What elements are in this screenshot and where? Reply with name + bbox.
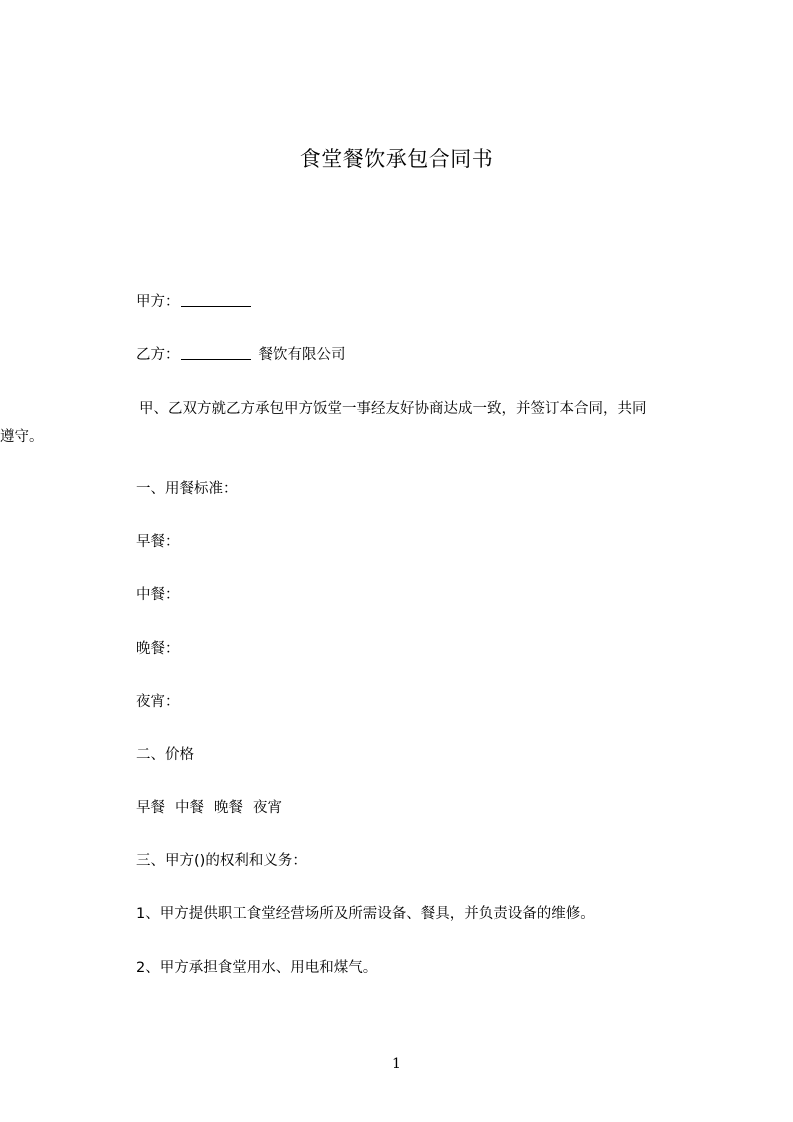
document-title: 食堂餐饮承包合同书 [299, 147, 494, 171]
party-a-line [136, 292, 255, 312]
breakfast-label: 早餐： [136, 534, 180, 550]
party-a-blank [181, 292, 251, 307]
section-3-heading: 三、甲方()的权利和义务： [136, 853, 307, 869]
dinner-label: 晚餐： [136, 641, 180, 657]
party-b-suffix: 餐饮有限公司 [258, 347, 346, 363]
intro-line-1: 甲、乙双方就乙方承包甲方饭堂一事经友好协商达成一致，并签订本合同，共同 [139, 401, 647, 417]
lunch-label: 中餐： [136, 587, 180, 603]
party-b-blank [181, 345, 251, 360]
price-item-dinner: 晚餐 [214, 800, 243, 816]
intro-line-2: 遵守。 [0, 429, 44, 445]
late-snack-label: 夜宵： [136, 694, 180, 710]
price-item-late-snack: 夜宵 [253, 800, 282, 816]
price-item-breakfast: 早餐 [136, 800, 165, 816]
party-b-line [136, 345, 346, 365]
party-b-label: 乙方： [136, 347, 180, 363]
price-item-lunch: 中餐 [175, 800, 204, 816]
section-1-heading: 一、用餐标准： [136, 481, 238, 497]
page-number: 1 [392, 1056, 401, 1072]
price-items-line [136, 798, 282, 818]
clause-2: 2、甲方承担食堂用水、用电和煤气。 [136, 960, 378, 976]
intro-paragraph [0, 395, 692, 451]
party-a-label: 甲方： [136, 294, 180, 310]
section-2-heading: 二、价格 [136, 747, 194, 763]
clause-1: 1、甲方提供职工食堂经营场所及所需设备、餐具，并负责设备的维修。 [136, 906, 595, 922]
